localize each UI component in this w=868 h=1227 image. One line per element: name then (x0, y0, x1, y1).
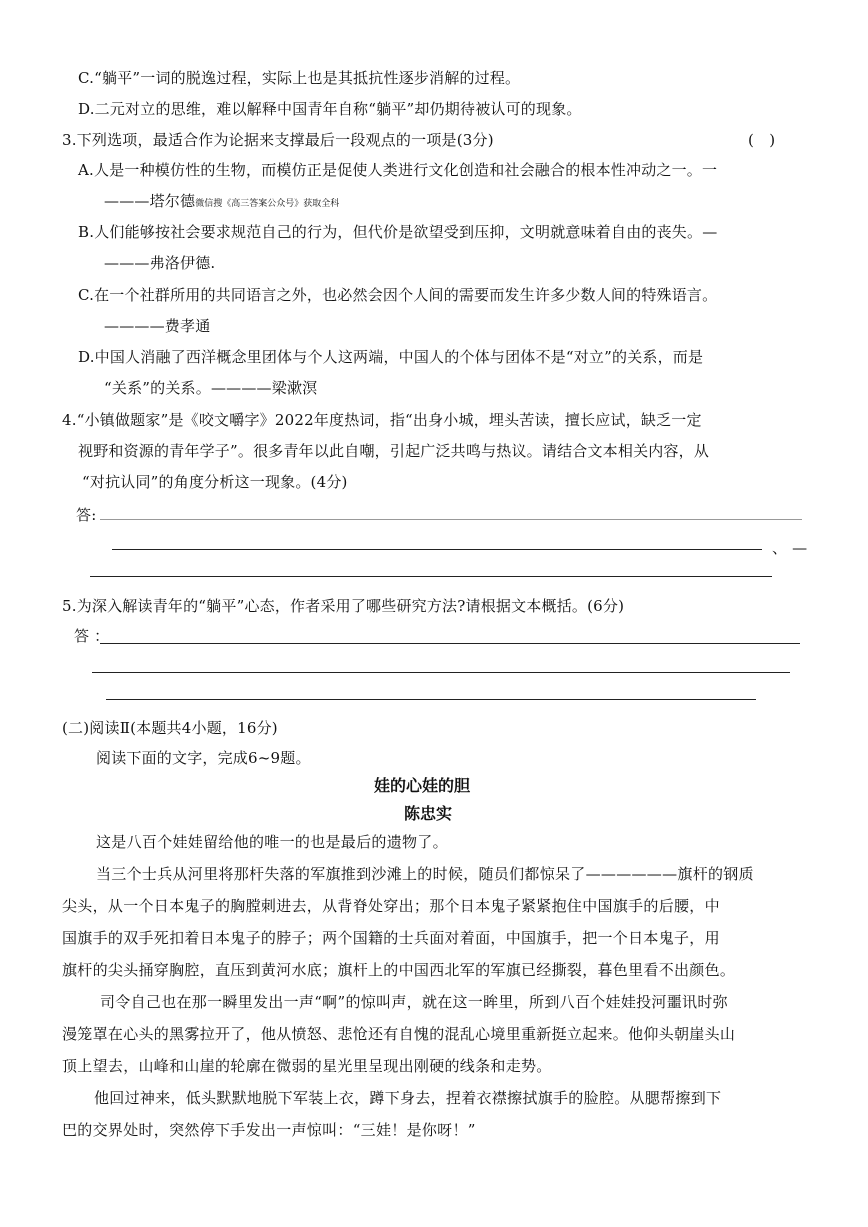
paragraph-3-line-2: 漫笼罩在心头的黑雾拉开了，他从愤怒、悲怆还有自愧的混乱心境里重新挺立起来。他仰头朝崖头山 (62, 1025, 736, 1043)
q5-answer-line-3[interactable] (106, 699, 756, 700)
q3-option-a-source (104, 191, 339, 214)
q4-stem-line2: 视野和资源的青年学子”。很多青年以此自嘲，引起广泛共鸣与热议。请结合文本相关内容，从 (78, 442, 710, 460)
article-title: 娃的心娃的胆 (374, 776, 471, 795)
q3-answer-blank: ( ) (748, 131, 776, 149)
q4-trailing-marks: 、 — (772, 539, 808, 557)
q4-answer-line-3[interactable] (90, 576, 772, 577)
article-author: 陈忠实 (404, 804, 453, 823)
paragraph-4-line-1: 他回过神来，低头默默地脱下军装上衣，蹲下身去，捏着衣襟擦拭旗手的脸腔。从腮帮擦到下 (94, 1089, 722, 1107)
q4-stem-line3: “对抗认同”的角度分析这一现象。(4分) (82, 473, 348, 491)
q3-stem: 3.下列选项，最适合作为论据来支撑最后一段观点的一项是(3分) (62, 131, 494, 149)
paragraph-3-line-3: 顶上望去，山峰和山崖的轮廓在微弱的星光里呈现出刚硬的线条和走势。 (62, 1057, 552, 1075)
watermark-text: 微信搜《高三答案公众号》获取全科 (195, 199, 340, 209)
section-header: (二)阅读Ⅱ(本题共4小题，16分) (62, 719, 278, 737)
q3-option-c-source: ————费孝通 (104, 317, 211, 335)
paragraph-3-line-1: 司令自己也在那一瞬里发出一声“啊”的惊叫声，就在这一眸里，所到八百个娃娃投河噩讯时弥 (100, 993, 728, 1011)
q3-option-a: A.人是一种模仿性的生物，而模仿正是促使人类进行文化创造和社会融合的根本性冲动之一。一 (78, 161, 718, 179)
q5-stem: 5.为深入解读青年的“躺平”心态，作者采用了哪些研究方法?请根据文本概括。(6分) (62, 597, 625, 615)
paragraph-1-line-1: 这是八百个娃娃留给他的唯一的也是最后的遗物了。 (96, 833, 448, 851)
q5-answer-line-1[interactable] (100, 643, 800, 644)
q3-option-d-source: “关系”的关系。————梁漱溟 (104, 379, 318, 397)
paragraph-2-line-1: 当三个士兵从河里将那杆失落的军旗推到沙滩上的时候，随员们都惊呆了——————旗杆的钢质 (96, 865, 754, 883)
paragraph-3 (62, 986, 812, 1082)
paragraph-2 (62, 858, 812, 986)
paragraph-4 (62, 1082, 812, 1146)
section-instruction: 阅读下面的文字，完成6~9题。 (96, 749, 311, 767)
q4-answer-line-2[interactable] (112, 549, 762, 550)
paragraph-2-line-3: 国旗手的双手死扣着日本鬼子的脖子；两个国籍的士兵面对着面，中国旗手，把一个日本鬼子，用 (62, 929, 720, 947)
paragraph-2-line-4: 旗杆的尖头捅穿胸腔，直压到黄河水底；旗杆上的中国西北军的军旗已经撕裂，暮色里看不出颜色。 (62, 961, 736, 979)
q4-answer-label: 答: (76, 506, 97, 524)
q4-stem-line1: 4.“小镇做题家”是《咬文嚼字》2022年度热词，指“出身小城，埋头苦读，擅长应试，缺乏一定 (62, 411, 702, 429)
q3-option-b: B.人们能够按社会要求规范自己的行为，但代价是欲望受到压抑，文明就意味着自由的丧失。— (78, 223, 718, 241)
q2-option-c: C.“躺平”一词的脱逸过程，实际上也是其抵抗性逐步消解的过程。 (78, 69, 521, 87)
paragraph-1 (96, 826, 448, 858)
q3-option-b-source: ———弗洛伊德. (104, 254, 216, 272)
q2-option-d: D.二元对立的思维，难以解释中国青年自称“躺平”却仍期待被认可的现象。 (78, 100, 582, 118)
q3-option-d: D.中国人消融了西洋概念里团体与个人这两端，中国人的个体与团体不是“对立”的关系，而是 (78, 348, 704, 366)
paragraph-2-line-2: 尖头，从一个日本鬼子的胸膛刺进去，从背脊处穿出；那个日本鬼子紧紧抱住中国旗手的后腰，中 (62, 897, 720, 915)
q5-answer-label: 答 ： (74, 627, 110, 645)
q4-answer-line-1[interactable] (100, 519, 802, 520)
q3-option-c: C.在一个社群所用的共同语言之外，也必然会因个人间的需要而发生许多少数人间的特殊语言。 (78, 286, 718, 304)
paragraph-4-line-2: 巴的交界处时，突然停下手发出一声惊叫：“三娃！是你呀！” (62, 1121, 476, 1139)
q3-option-a-author: ———塔尔德 (104, 192, 196, 210)
q5-answer-line-2[interactable] (92, 672, 790, 673)
